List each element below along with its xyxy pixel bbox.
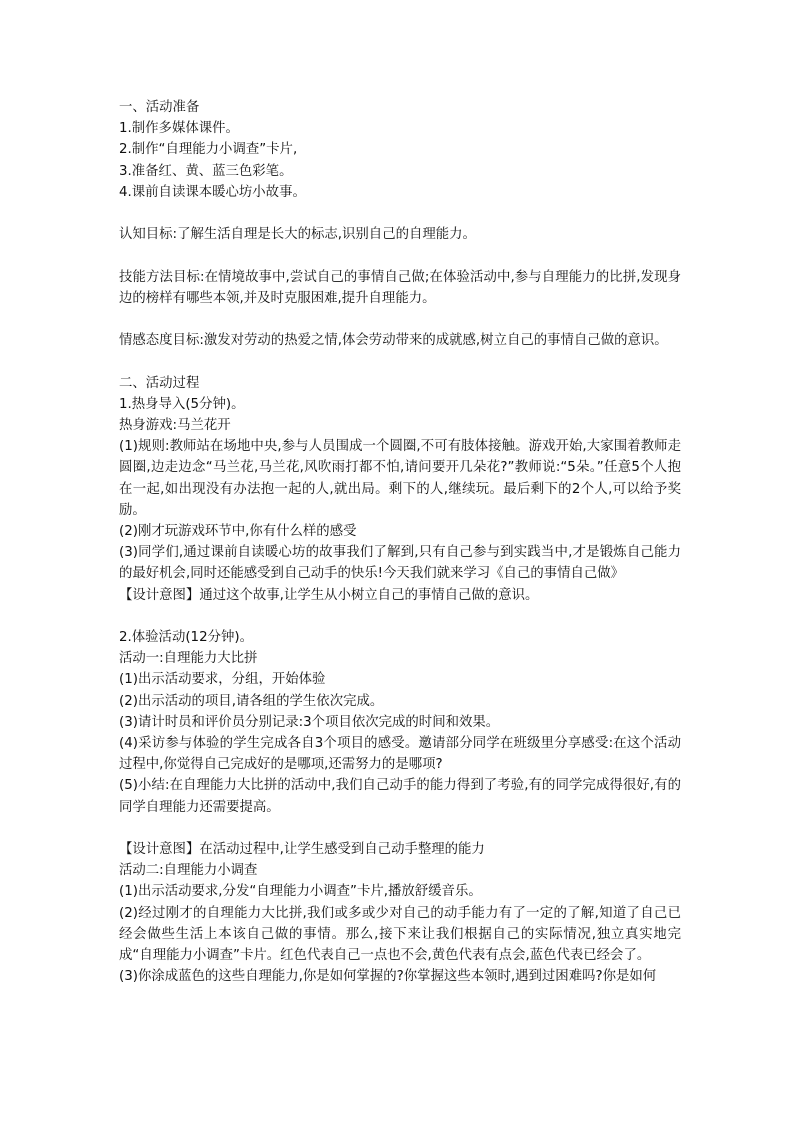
spacer <box>119 245 681 266</box>
spacer <box>119 818 681 839</box>
prep-item-2: 2.制作“自理能力小调查”卡片, <box>119 142 298 158</box>
prep-item-3: 3.准备红、黄、蓝三色彩笔。 <box>119 163 293 179</box>
skills-goal: 技能方法目标:在情境故事中,尝试自己的事情自己做;在体验活动中,参与自理能力的比拼,发现身边的榜样有哪些本领,并及时克服困难,提升自理能力。 <box>119 269 681 306</box>
activity1-item-5: (5)小结:在自理能力大比拼的活动中,我们自己动手的能力得到了考验,有的同学完成得很好,有的同学自理能力还需要提高。 <box>119 778 681 815</box>
activity2-item-2: (2)经过刚才的自理能力大比拼,我们或多或少对自己的动手能力有了一定的了解,知道了自己已经会做些生活上本该自己做的事情。那么,接下来让我们根据自己的实际情况,独立真实地完成“自理能力小调查”卡片。红色代表自己一点也不会,黄色代表有点会,蓝色代表已经会了。 <box>119 905 681 964</box>
prep-item-4: 4.课前自读课本暖心坊小故事。 <box>119 184 306 200</box>
activity1-item-1: (1)出示活动要求，分组，开始体验 <box>119 672 326 688</box>
prep-heading: 一、活动准备 <box>119 100 200 115</box>
spacer <box>119 606 681 627</box>
warmup-design-intent: 【设计意图】通过这个故事,让学生从小树立自己的事情自己做的意识。 <box>119 587 539 603</box>
activity2-item-1: (1)出示活动要求,分发“自理能力小调查”卡片,播放舒缓音乐。 <box>119 884 482 900</box>
experience-design-intent: 【设计意图】在活动过程中,让学生感受到自己动手整理的能力 <box>119 842 485 858</box>
warmup-game: 热身游戏:马兰花开 <box>119 417 231 433</box>
spacer <box>119 309 681 330</box>
spacer <box>119 351 681 372</box>
attitude-goal: 情感态度目标:激发对劳动的热爱之情,体会劳动带来的成就感,树立自己的事情自己做的意识。 <box>119 333 668 349</box>
activity2-title: 活动二:自理能力小调查 <box>119 863 258 879</box>
cognitive-goal: 认知目标:了解生活自理是长大的标志,识别自己的自理能力。 <box>119 227 476 243</box>
experience-title: 2.体验活动(12分钟)。 <box>119 630 253 645</box>
warmup-item-3: (3)同学们,通过课前自读暖心坊的故事我们了解到,只有自己参与到实践当中,才是锻炼自己能力的最好机会,同时还能感受到自己动手的快乐!今天我们就来学习《自己的事情自己做》 <box>119 545 682 582</box>
warmup-item-1: (1)规则:教师站在场地中央,参与人员围成一个圆圈,不可有肢体接触。游戏开始,大家围着教师走圆圈,边走边念“马兰花,马兰花,风吹雨打都不怕,请问要开几朵花?”教师说:“5朵。”任意5个人抱在一起,如出现没有办法抱一起的人,就出局。剩下的人,继续玩。最后剩下的2个人,可以给予奖励。 <box>119 439 681 518</box>
warmup-title: 1.热身导入(5分钟)。 <box>119 396 245 412</box>
activity1-item-3: (3)请计时员和评价员分别记录:3个项目依次完成的时间和效果。 <box>119 714 500 730</box>
activity1-item-4: (4)采访参与体验的学生完成各自3个项目的感受。邀请部分同学在班级里分享感受:在这个活动过程中,你觉得自己完成好的是哪项,还需努力的是哪项? <box>119 736 681 773</box>
activity1-title: 活动一:自理能力大比拼 <box>119 651 258 667</box>
activity2-item-3: (3)你涂成蓝色的这些自理能力,你是如何掌握的?你掌握这些本领时,遇到过困难吗?你是如何 <box>119 969 657 985</box>
prep-item-1: 1.制作多媒体课件。 <box>119 121 239 137</box>
process-heading: 二、活动过程 <box>119 375 200 391</box>
document-page <box>119 97 681 987</box>
warmup-item-2: (2)刚才玩游戏环节中,你有什么样的感受 <box>119 524 357 539</box>
spacer <box>119 203 681 224</box>
activity1-item-2: (2)出示活动的项目,请各组的学生依次完成。 <box>119 693 384 709</box>
